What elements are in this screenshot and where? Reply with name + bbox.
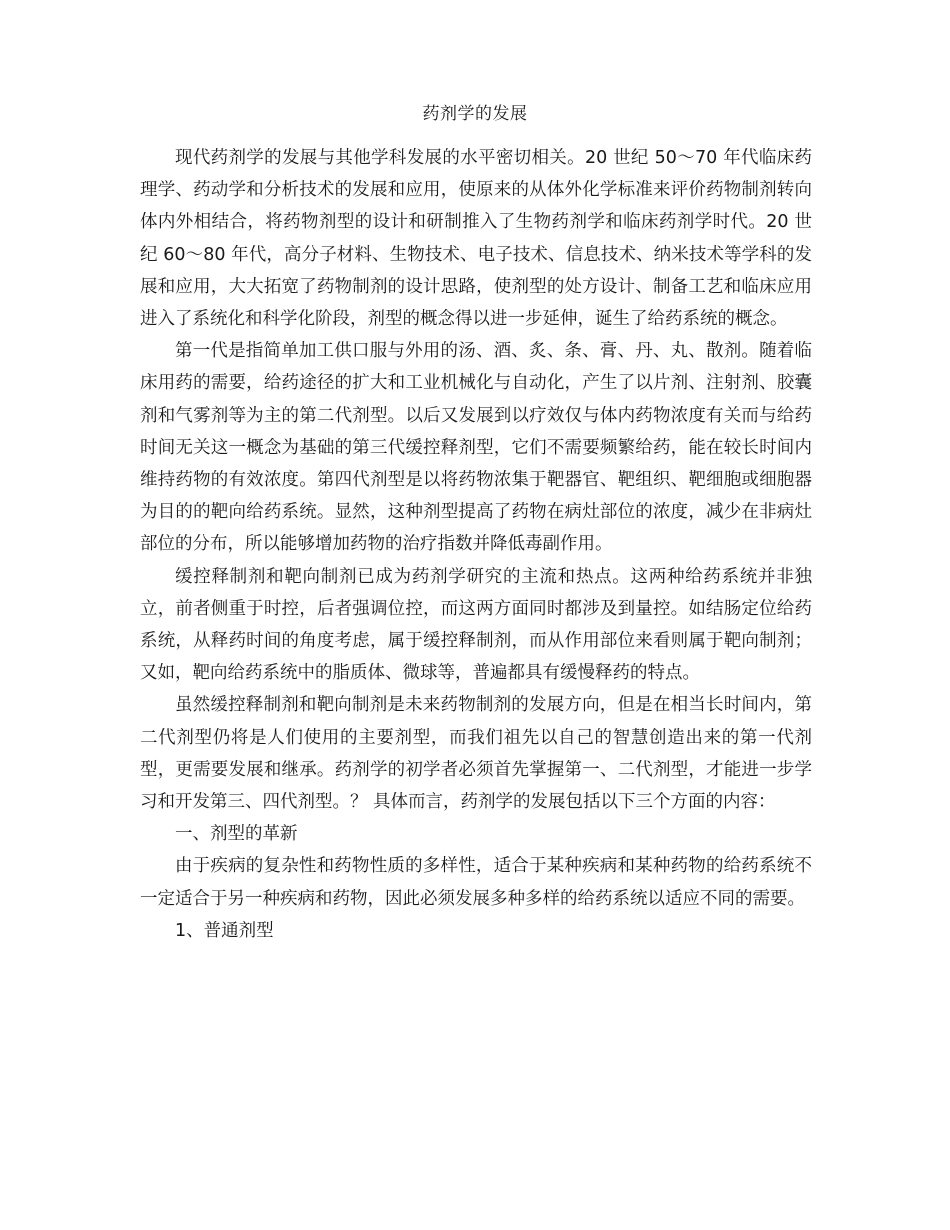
subsection-heading-common-dosage: 1、普通剂型 [175, 920, 274, 941]
paragraph-modern-development: 现代药剂学的发展与其他学科发展的水平密切相关。20 世纪 50～70 年代临床药理学、药动学和分析技术的发展和应用，使原来的从体外化学标准来评价药物制剂转向体内外相结合，将药物剂型的设计和研制推入了生物药剂学和临床药剂学时代。20 世纪 60～80 年代，高分子材料、生物技术、电子技术、信息技术、纳米技术等学科的发展和应用，大大拓宽了药物制剂的设计思路，使剂型的处方设计、制备工艺和临床应用进入了系统化和科学化阶段，剂型的概念得以进一步延伸，诞生了给药系统的概念。 [140, 148, 812, 330]
document-body [140, 142, 812, 947]
paragraph-future-direction: 虽然缓控释制剂和靶向制剂是未来药物制剂的发展方向，但是在相当长时间内，第二代剂型仍将是人们使用的主要剂型，而我们祖先以自己的智慧创造出来的第一代剂型，更需要发展和继承。药剂学的初学者必须首先掌握第一、二代剂型，才能进一步学习和开发第三、四代剂型。？ 具体而言，药剂学的发展包括以下三个方面的内容： [140, 695, 812, 813]
paragraph-controlled-release: 缓控释制剂和靶向制剂已成为药剂学研究的主流和热点。这两种给药系统并非独立，前者侧重于时控，后者强调位控，而这两方面同时都涉及到量控。如结肠定位给药系统，从释药时间的角度考虑，属于缓控释制剂，而从作用部位来看则属于靶向制剂；又如，靶向给药系统中的脂质体、微球等，普遍都具有缓慢释药的特点。 [140, 566, 812, 684]
document-title: 药剂学的发展 [422, 104, 528, 124]
paragraph-dosage-generations: 第一代是指简单加工供口服与外用的汤、酒、炙、条、膏、丹、丸、散剂。随着临床用药的需要，给药途径的扩大和工业机械化与自动化，产生了以片剂、注射剂、胶囊剂和气雾剂等为主的第二代剂型。以后又发展到以疗效仅与体内药物浓度有关而与给药时间无关这一概念为基础的第三代缓控释剂型，它们不需要频繁给药，能在较长时间内维持药物的有效浓度。第四代剂型是以将药物浓集于靶器官、靶组织、靶细胞或细胞器为目的的靶向给药系统。显然，这种剂型提高了药物在病灶部位的浓度，减少在非病灶部位的分布，所以能够增加药物的治疗指数并降低毒副作用。 [140, 341, 812, 555]
section-heading-dosage-innovation: 一、剂型的革新 [175, 824, 298, 845]
paragraph-delivery-diversity: 由于疾病的复杂性和药物性质的多样性，适合于某种疾病和某种药物的给药系统不一定适合于另一种疾病和药物，因此必须发展多种多样的给药系统以适应不同的需要。 [140, 856, 812, 909]
